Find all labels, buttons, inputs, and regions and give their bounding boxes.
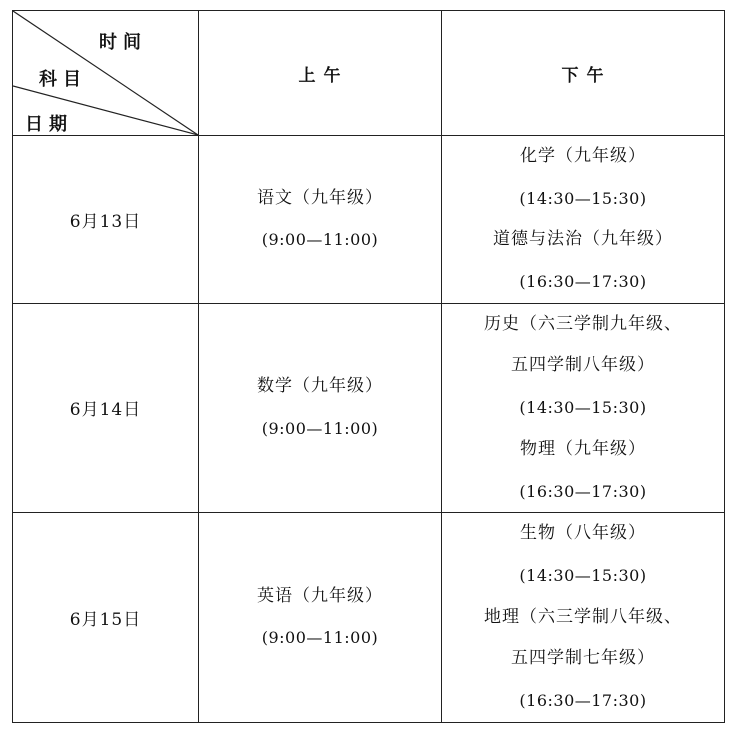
subject-text: 数学（九年级）: [257, 376, 383, 397]
corner-header-cell: [13, 11, 199, 136]
time-text: (16:30—17:30): [519, 272, 647, 292]
exam-schedule-table: [12, 10, 725, 723]
time-text: (16:30—17:30): [519, 690, 647, 710]
time-text: (14:30—15:30): [519, 565, 647, 585]
subject-text: 地理（六三学制八年级、: [484, 606, 682, 627]
corner-subject-label: 科目: [39, 69, 87, 90]
time-text: (16:30—17:30): [519, 481, 647, 501]
time-text: (9:00—11:00): [261, 628, 379, 648]
table-row: [13, 513, 725, 722]
subject-text: 语文（九年级）: [257, 187, 383, 208]
afternoon-cell: [442, 303, 725, 512]
subject-text: 物理（九年级）: [520, 438, 646, 459]
afternoon-cell: [442, 513, 725, 722]
morning-cell: [199, 303, 442, 512]
afternoon-header: 下 午: [442, 11, 725, 136]
morning-cell: [199, 136, 442, 304]
morning-header: 上 午: [199, 11, 442, 136]
table-row: [13, 136, 725, 304]
afternoon-cell: [442, 136, 725, 304]
time-text: (14:30—15:30): [519, 188, 647, 208]
date-cell: 6月15日: [13, 513, 199, 722]
time-text: (9:00—11:00): [261, 230, 379, 250]
date-cell: 6月14日: [13, 303, 199, 512]
date-cell: 6月13日: [13, 136, 199, 304]
header-row: [13, 11, 725, 136]
corner-date-label: 日期: [25, 114, 73, 135]
table-row: [13, 303, 725, 512]
subject-text: 历史（六三学制九年级、: [484, 313, 682, 334]
subject-text: 道德与法治（九年级）: [493, 229, 673, 250]
subject-text: 生物（八年级）: [520, 523, 646, 544]
time-text: (9:00—11:00): [261, 418, 379, 438]
subject-text: 五四学制七年级）: [511, 648, 655, 669]
subject-text: 英语（九年级）: [257, 585, 383, 606]
subject-text: 化学（九年级）: [520, 146, 646, 166]
subject-text: 五四学制八年级）: [511, 355, 655, 376]
morning-cell: [199, 513, 442, 722]
time-text: (14:30—15:30): [519, 398, 647, 418]
corner-time-label: 时间: [99, 32, 147, 53]
